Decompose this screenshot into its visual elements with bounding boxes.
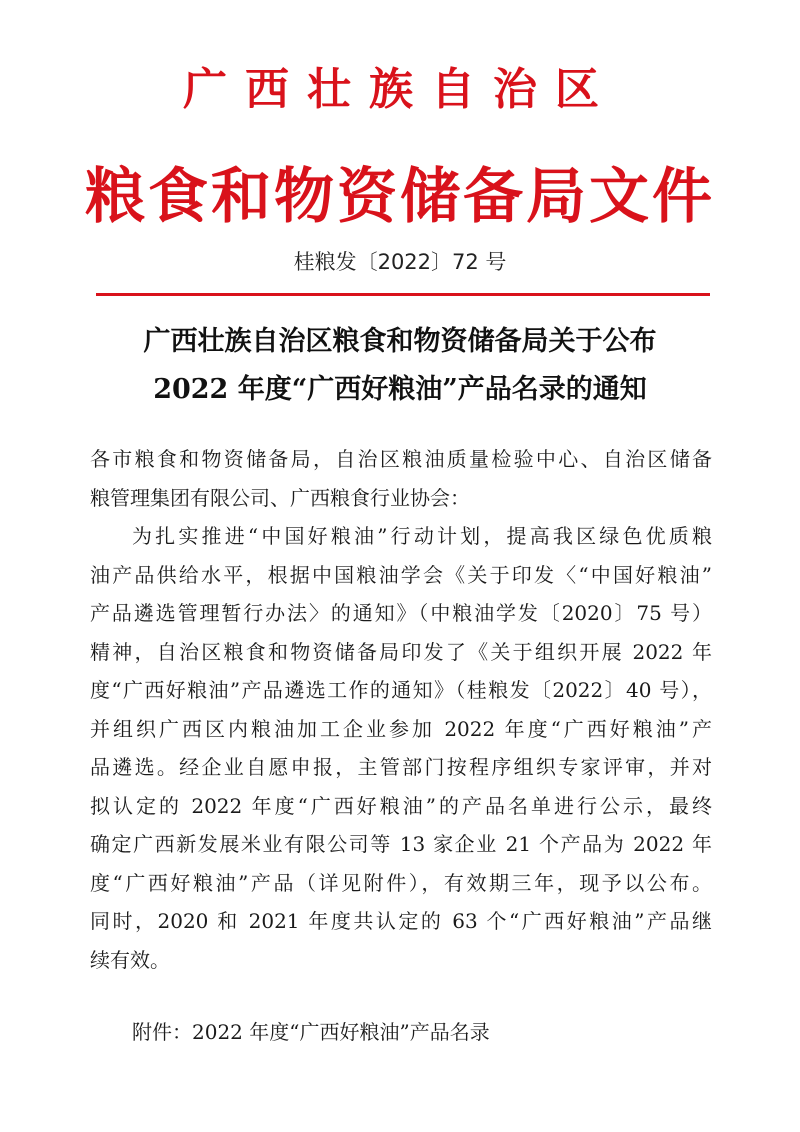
paragraph-line: 同时，2020 和 2021 年度共认定的 63 个“广西好粮油”产品继: [90, 909, 712, 933]
paragraph-line: 度“广西好粮油”产品（详见附件），有效期三年，现予以公布。: [90, 870, 712, 895]
document-body: [90, 440, 712, 979]
attachment-note: 附件：2022 年度“广西好粮油”产品名录: [132, 1020, 490, 1044]
issuer-name-line2: 粮食和物资储备局文件: [85, 162, 715, 232]
paragraph-line: 油产品供给水平，根据中国粮油学会《关于印发〈“中国好粮油”: [90, 562, 712, 587]
document-title: [60, 318, 740, 414]
issuer-name-line1: 广西壮族自治区: [183, 64, 617, 115]
paragraph-line: 产品遴选管理暂行办法〉的通知》（中粮油学发〔2020〕75 号）: [90, 601, 712, 625]
title-line-2: 2022 年度“广西好粮油”产品名录的通知: [153, 374, 647, 405]
paragraph-line: 度“广西好粮油”产品遴选工作的通知》（桂粮发〔2022〕40 号），: [90, 678, 712, 702]
document-number: 桂粮发〔2022〕72 号: [293, 250, 507, 274]
paragraph-line: 续有效。: [90, 947, 170, 972]
title-line-1: 广西壮族自治区粮食和物资储备局关于公布: [143, 326, 657, 357]
addressee-line-2: 粮管理集团有限公司、广西粮食行业协会：: [90, 485, 470, 510]
addressee-line-1: 各市粮食和物资储备局，自治区粮油质量检验中心、自治区储备: [90, 447, 712, 471]
paragraph-line: 精神，自治区粮食和物资储备局印发了《关于组织开展 2022 年: [90, 639, 712, 664]
paragraph-line: 为扎实推进“中国好粮油”行动计划，提高我区绿色优质粮: [132, 524, 712, 548]
paragraph-line: 拟认定的 2022 年度“广西好粮油”的产品名单进行公示，最终: [90, 793, 712, 818]
paragraph-line: 并组织广西区内粮油加工企业参加 2022 年度“广西好粮油”产: [90, 716, 712, 741]
paragraph-line: 确定广西新发展米业有限公司等 13 家企业 21 个产品为 2022 年: [90, 832, 712, 856]
red-divider-line: [96, 293, 710, 296]
paragraph-line: 品遴选。经企业自愿申报，主管部门按程序组织专家评审，并对: [90, 755, 712, 779]
